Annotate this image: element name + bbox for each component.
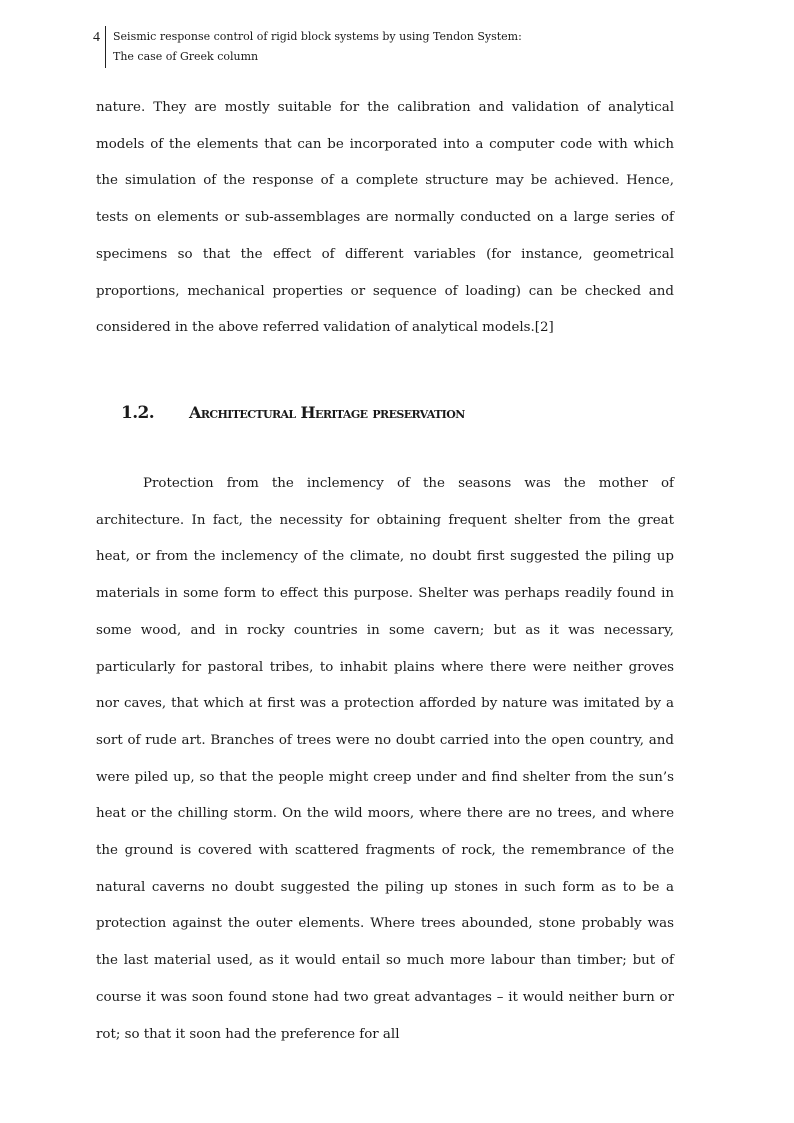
body-paragraph: nature. They are mostly suitable for the calibration and validation of analytical models of the elements that can be incorporated into a computer code with which the simulation of the response of a complete structure may be achieved. Hence, tests on elements or sub-assemblages are normally conducted on a large series of specimens so that the effect of different variables (for instance, geometrical proportions, mechanical properties or sequence of loading) can be checked and considered in the above referred validation of analytical models.[2] bbox=[96, 100, 674, 336]
running-title-line-2: The case of Greek column bbox=[113, 50, 259, 63]
running-title-line-1: Seismic response control of rigid block systems by using Tendon System: bbox=[113, 30, 522, 43]
section-body-paragraph: Protection from the inclemency of the seasons was the mother of architecture. In fact, the necessity for obtaining frequent shelter from the great heat, or from the inclemency of the climate, no doubt first suggested the piling up materials in some form to effect this purpose. Shelter was perhaps readily found in some wood, and in rocky countries in some cavern; but as it was necessary, particularly for pastoral tribes, to inhabit plains where there were neither groves nor caves, that which at first was a protection afforded by nature was imitated by a sort of rude art. Branches of trees were no doubt carried into the open country, and were piled up, so that the people might creep under and find shelter from the sun’s heat or the chilling storm. On the wild moors, where there are no trees, and where the ground is covered with scattered fragments of rock, the remembrance of the natural caverns no doubt suggested the piling up stones in such form as to be a protection against the outer elements. Where trees abounded, stone probably was the last material used, as it would entail so much more labour than timber; but of course it was soon found stone had two great advantages – it would neither burn or rot; so that it soon had the preference for all bbox=[96, 476, 674, 1042]
running-title bbox=[113, 27, 633, 67]
section-heading bbox=[121, 403, 465, 423]
section-title: Architectural Heritage preservation bbox=[189, 403, 465, 422]
section-number: 1.2. bbox=[121, 403, 155, 423]
page-number: 4 bbox=[93, 30, 100, 45]
header-divider bbox=[105, 26, 106, 68]
